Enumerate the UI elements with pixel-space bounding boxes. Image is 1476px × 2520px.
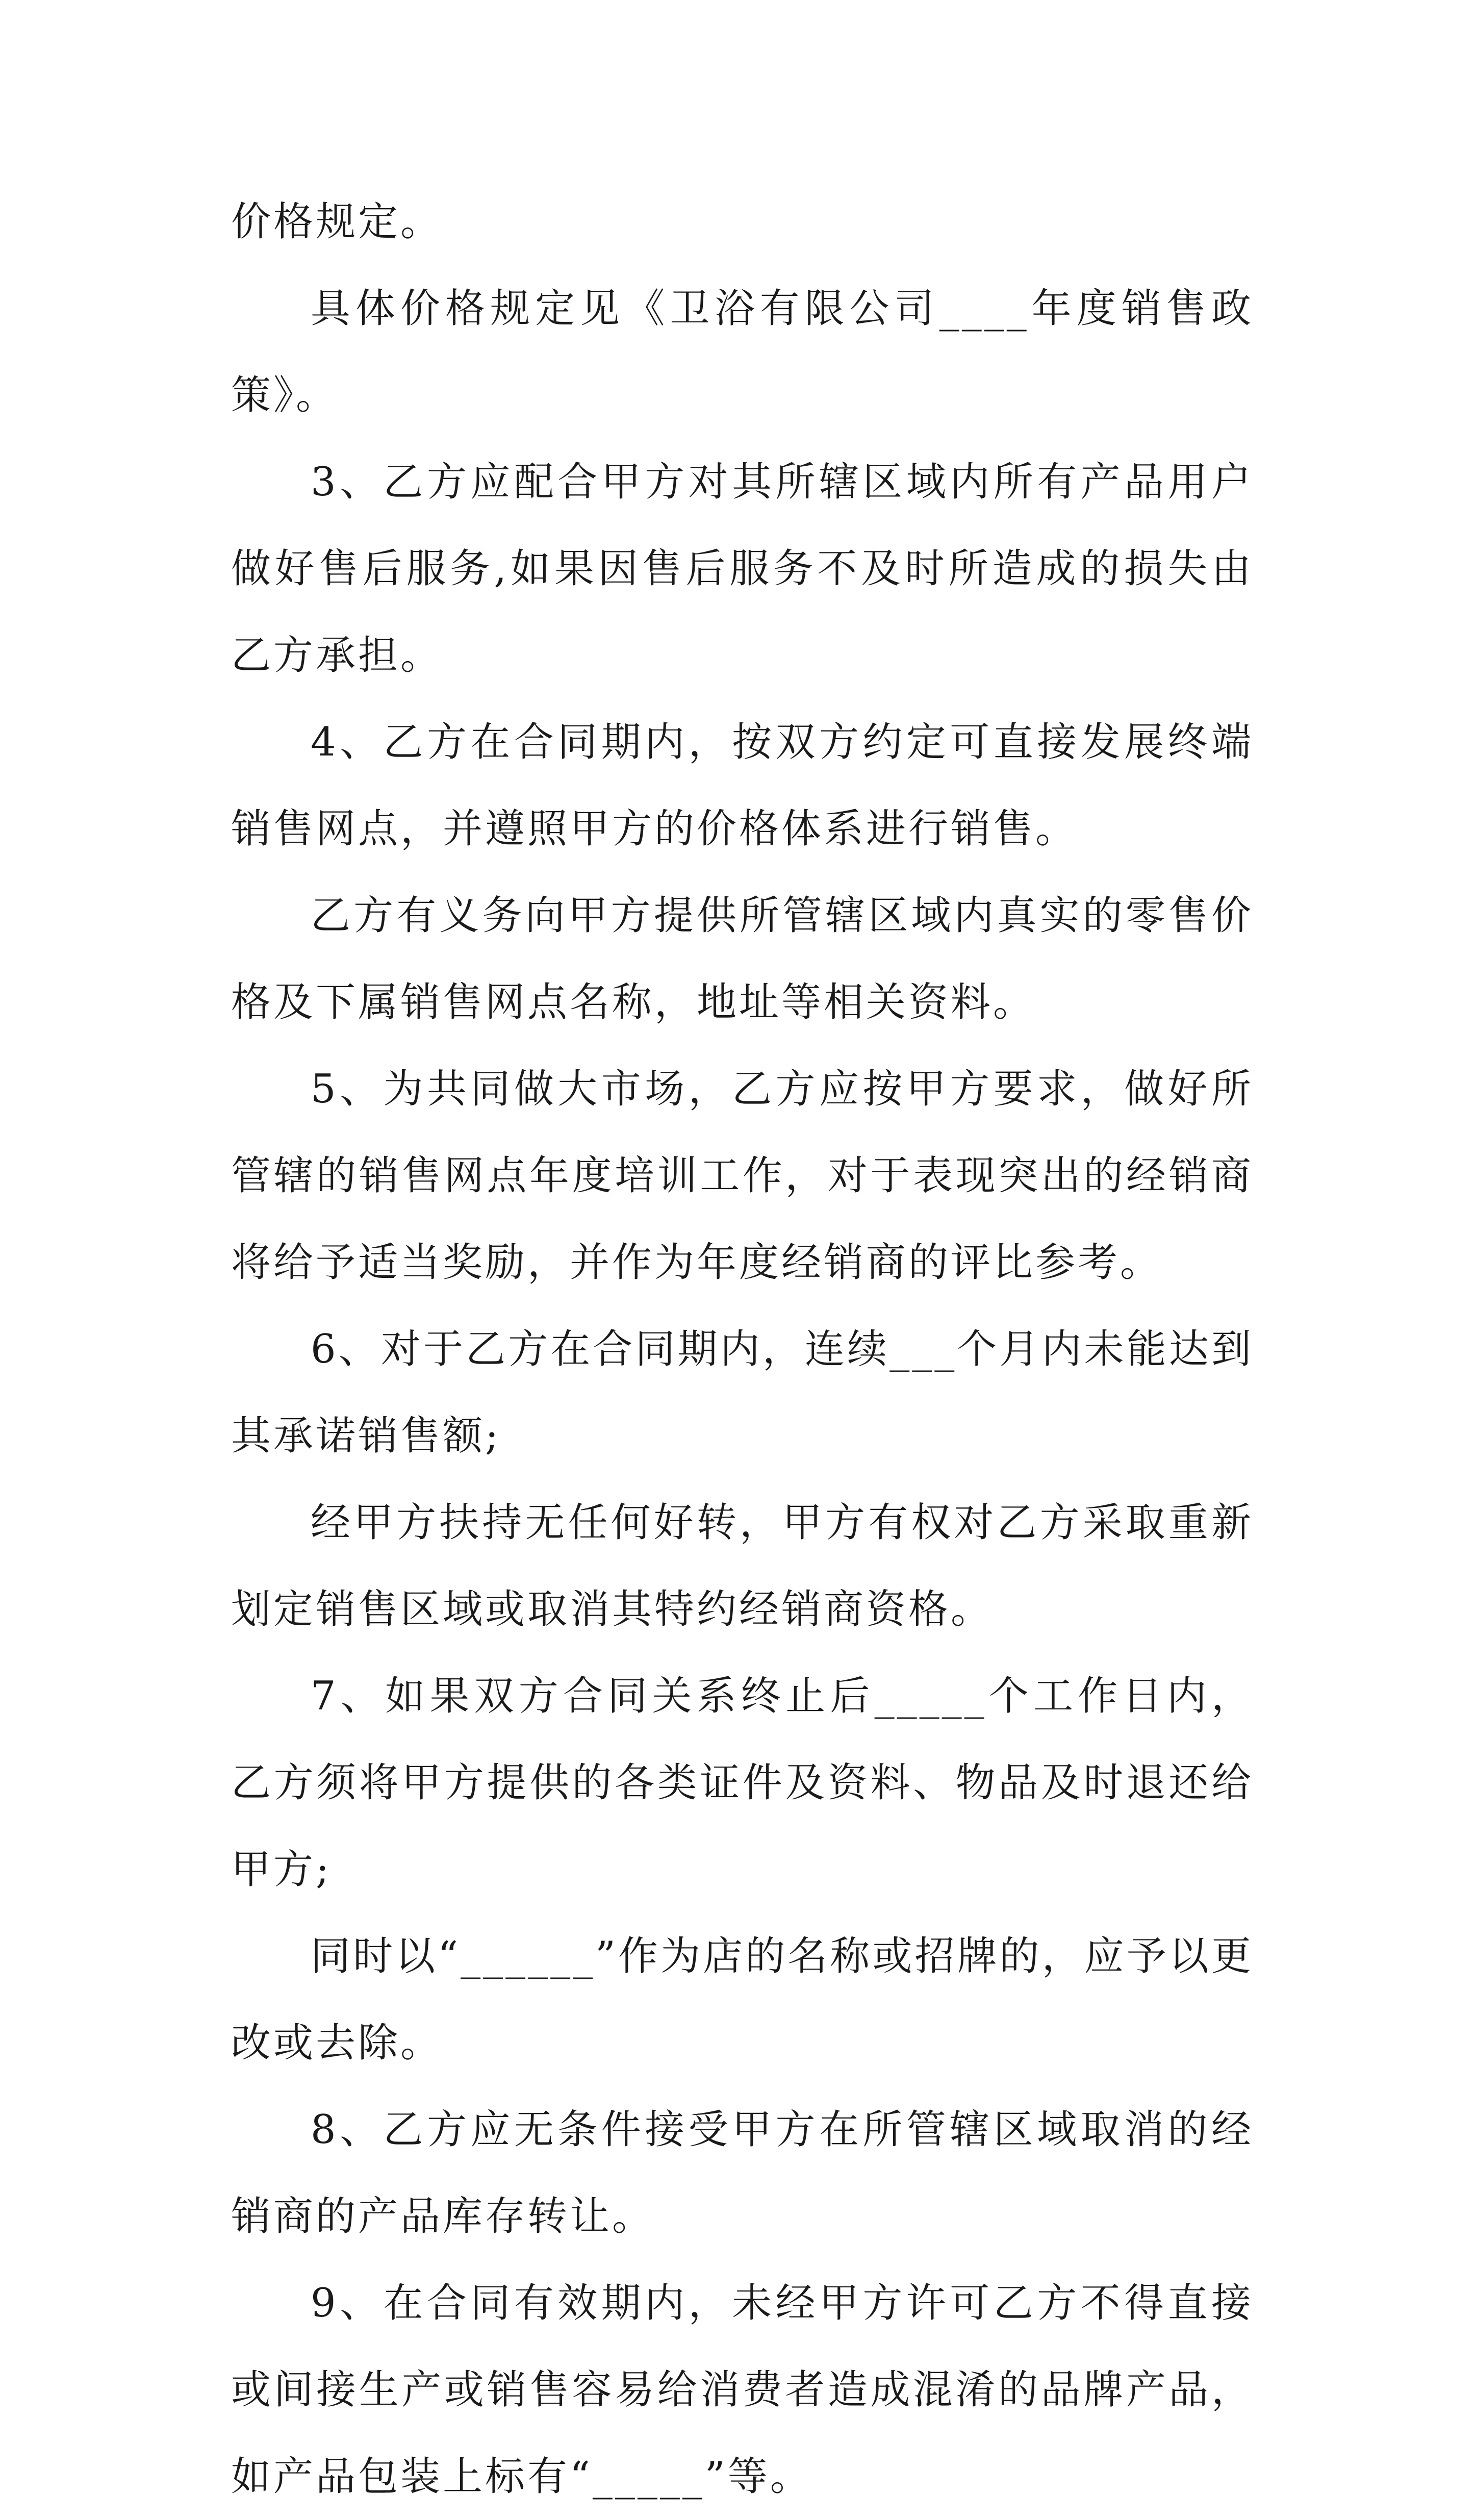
paragraph-clause-6: 6、对于乙方在合同期内，连续___个月内未能达到其承诺销售额;	[231, 1326, 1254, 1459]
paragraph-clause-6-consequence: 经甲方扶持无任何好转，甲方有权对乙方采取重新划定销售区域或取消其特约经销商资格。	[231, 1500, 1254, 1632]
paragraph-clause-5: 5、为共同做大市场，乙方应按甲方要求，做好所管辖的销售网点年度培训工作，对于表现突出的经销商将给予适当奖励，并作为年度经销商的评比参考。	[231, 1066, 1254, 1286]
paragraph-clause-7-signage: 同时以“______”作为店的名称或招牌的，应予以更改或去除。	[231, 1933, 1254, 2066]
paragraph-price-rules-end: 价格规定。	[231, 199, 443, 245]
document-body	[231, 179, 1254, 2520]
paragraph-clause-4: 4、乙方在合同期内，按双方约定可直接发展终端销售网点，并遵照甲方的价格体系进行销售。	[231, 719, 1254, 852]
paragraph-clause-8: 8、乙方应无条件接受甲方在所管辖区域取消的经销商的产品库存转让。	[231, 2107, 1254, 2239]
paragraph-price-policy-reference: 具体价格规定见《卫浴有限公司____年度销售政策》。	[231, 286, 1254, 418]
paragraph-clause-7: 7、如果双方合同关系终止后_____个工作日内，乙方须将甲方提供的各类证件及资料、物品及时退还给甲方;	[231, 1673, 1254, 1893]
paragraph-clause-9: 9、在合同有效期内，未经甲方许可乙方不得直接或间接生产或销售容易给消费者造成混淆的品牌产品，如产品包装上标有“_____”等。	[231, 2280, 1254, 2500]
paragraph-clause-3: 3、乙方应配合甲方对其所辖区域内所有产品用户做好售后服务,如果因售后服务不及时所造成的损失由乙方承担。	[231, 459, 1254, 678]
paragraph-clause-4-obligation: 乙方有义务向甲方提供所管辖区域内真实的零售价格及下属销售网点名称，地址等相关资料。	[231, 893, 1254, 1025]
